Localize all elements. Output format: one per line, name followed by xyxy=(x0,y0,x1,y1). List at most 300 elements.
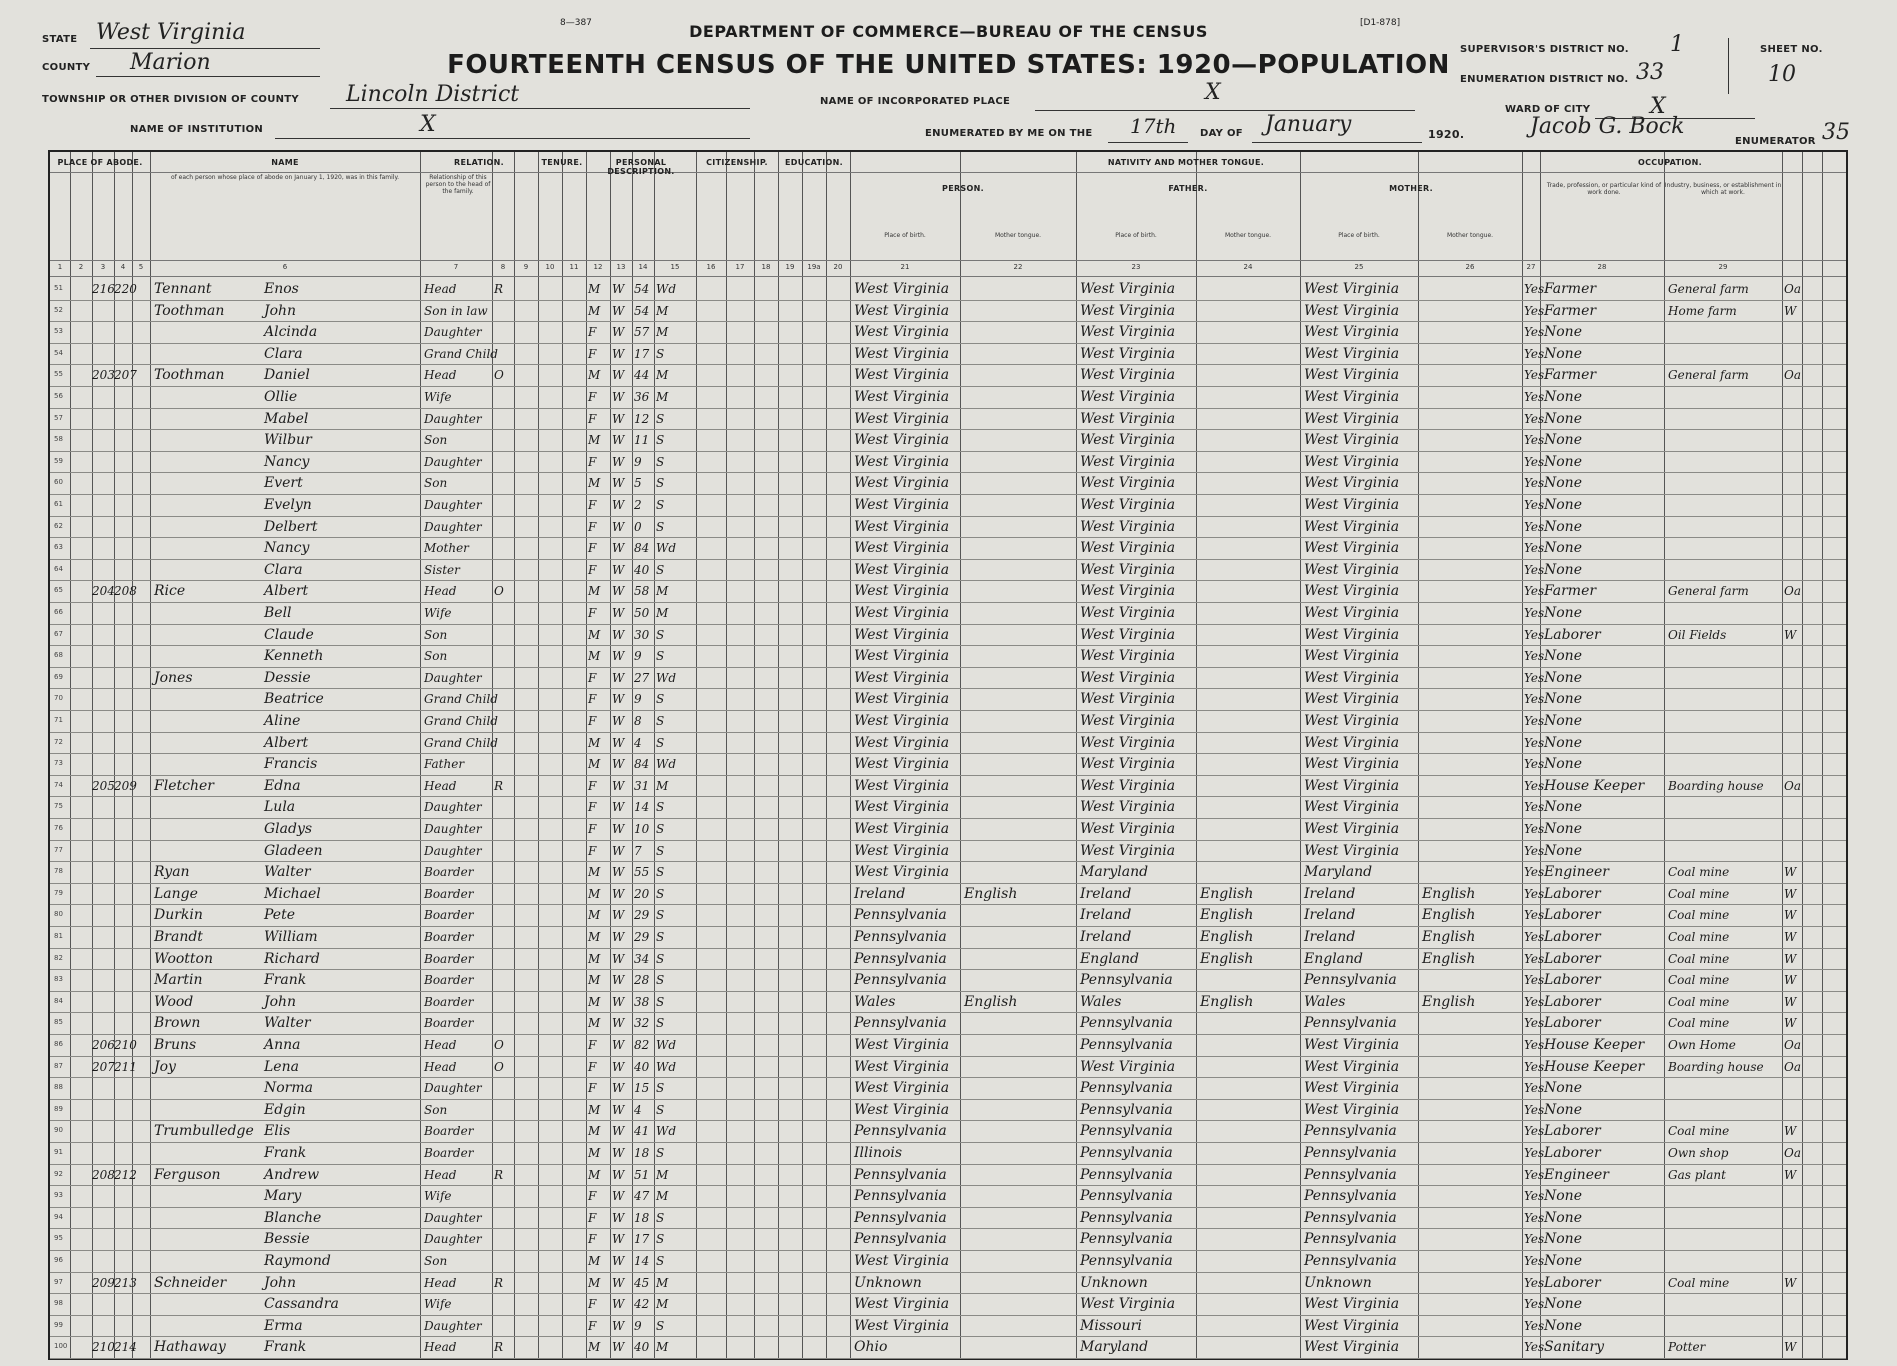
cell-m-birth: Pennsylvania xyxy=(1304,1145,1397,1161)
cell-english: Yes xyxy=(1524,433,1545,448)
cell-m-birth: Ireland xyxy=(1304,929,1356,945)
cell-race: W xyxy=(612,1275,625,1290)
cell-age: 4 xyxy=(634,1102,642,1117)
cell-birth: West Virginia xyxy=(854,713,950,729)
table-row xyxy=(50,364,1846,387)
year: 1920. xyxy=(1428,128,1465,141)
cell-sex: F xyxy=(588,454,597,469)
cell-relation: Grand Child xyxy=(424,714,498,728)
cell-dwelling: 205 xyxy=(92,778,115,793)
cell-trade: None xyxy=(1544,345,1582,362)
cell-birth: West Virginia xyxy=(854,1058,950,1075)
column-number: 6 xyxy=(282,263,288,271)
cell-m-birth: West Virginia xyxy=(1304,626,1400,643)
cell-english: Yes xyxy=(1524,670,1545,685)
cell-age: 9 xyxy=(634,649,642,664)
cell-relation: Head xyxy=(424,1167,457,1182)
cell-age: 32 xyxy=(634,1016,650,1031)
cell-sex: F xyxy=(588,1210,597,1225)
cell-english: Yes xyxy=(1524,778,1545,793)
cell-sex: M xyxy=(588,1124,601,1139)
cell-trade: House Keeper xyxy=(1544,1058,1645,1075)
line-number: 61 xyxy=(54,500,63,508)
cell-m-birth: Pennsylvania xyxy=(1304,1166,1397,1183)
cell-english: Yes xyxy=(1524,930,1545,944)
cell-sex: M xyxy=(588,973,601,988)
cell-age: 11 xyxy=(634,433,650,448)
cell-birth: West Virginia xyxy=(854,842,950,859)
cell-english: Yes xyxy=(1524,843,1545,858)
table-row xyxy=(50,904,1846,927)
column-number: 14 xyxy=(638,263,648,271)
cell-trade: None xyxy=(1544,1231,1582,1248)
cell-m-birth: West Virginia xyxy=(1304,367,1400,384)
cell-sex: M xyxy=(588,757,601,772)
cell-relation: Head xyxy=(424,1038,457,1052)
cell-f-tongue: English xyxy=(1200,907,1254,924)
cell-sex: F xyxy=(588,498,597,512)
table-row xyxy=(50,559,1846,582)
cell-birth: Pennsylvania xyxy=(854,1209,947,1226)
institution-label: NAME OF INSTITUTION xyxy=(130,124,264,135)
cell-marital: S xyxy=(656,1254,665,1268)
cell-f-birth: West Virginia xyxy=(1080,842,1176,859)
table-row xyxy=(50,1207,1846,1230)
cell-birth: West Virginia xyxy=(854,1296,950,1313)
cell-marital: S xyxy=(656,1232,665,1247)
cell-f-birth: West Virginia xyxy=(1080,497,1176,513)
cell-f-birth: West Virginia xyxy=(1080,1296,1176,1313)
cell-race: W xyxy=(612,1102,625,1117)
table-row xyxy=(50,1164,1846,1187)
cell-surname: Ferguson xyxy=(154,1166,221,1183)
cell-birth: Pennsylvania xyxy=(854,1015,947,1032)
cell-race: W xyxy=(612,735,625,750)
cell-trade: None xyxy=(1544,475,1582,492)
cell-race: W xyxy=(612,670,625,685)
cell-english: Yes xyxy=(1524,908,1545,923)
line-number: 67 xyxy=(54,629,63,638)
column-number: 19a xyxy=(807,263,821,271)
cell-relation: Daughter xyxy=(424,1232,482,1247)
cell-age: 40 xyxy=(634,1059,650,1074)
cell-class: Oa xyxy=(1784,368,1801,383)
cell-marital: Wd xyxy=(656,282,677,296)
cell-english: Yes xyxy=(1524,1167,1545,1182)
cell-birth: West Virginia xyxy=(854,1037,950,1053)
cell-m-birth: West Virginia xyxy=(1304,453,1400,470)
cell-trade: Engineer xyxy=(1544,864,1609,881)
cell-birth: West Virginia xyxy=(854,648,950,665)
cell-age: 31 xyxy=(634,778,650,793)
cell-marital: Wd xyxy=(656,1038,677,1052)
cell-birth: Pennsylvania xyxy=(854,1166,947,1183)
cell-race: W xyxy=(612,325,625,340)
cell-marital: S xyxy=(656,1210,665,1225)
cell-class: Oa xyxy=(1784,1146,1801,1160)
cell-trade: None xyxy=(1544,497,1582,513)
cell-sex: M xyxy=(588,994,601,1009)
cell-f-birth: Missouri xyxy=(1080,1317,1142,1334)
cell-m-birth: West Virginia xyxy=(1304,605,1400,621)
cell-trade: Laborer xyxy=(1544,993,1601,1010)
cell-sex: M xyxy=(588,1016,601,1031)
column-number: 7 xyxy=(453,263,459,271)
table-row xyxy=(50,1185,1846,1208)
cell-f-tongue: English xyxy=(1200,950,1254,967)
line-number: 54 xyxy=(54,348,63,357)
cell-race: W xyxy=(612,519,625,534)
cell-sex: M xyxy=(588,1340,601,1355)
cell-m-birth: West Virginia xyxy=(1304,345,1400,362)
cell-f-birth: West Virginia xyxy=(1080,583,1176,600)
column-number: 1 xyxy=(57,263,63,271)
cell-age: 15 xyxy=(634,1081,650,1096)
cell-m-birth: West Virginia xyxy=(1304,281,1400,297)
cell-f-birth: West Virginia xyxy=(1080,821,1176,837)
cell-trade: None xyxy=(1544,1080,1582,1097)
cell-marital: S xyxy=(656,865,665,880)
column-number: 11 xyxy=(569,263,579,271)
cell-relation: Father xyxy=(424,757,465,772)
cell-birth: West Virginia xyxy=(854,1080,950,1097)
cell-marital: S xyxy=(656,649,665,664)
cell-marital: S xyxy=(656,994,665,1009)
cell-birth: Pennsylvania xyxy=(854,972,947,989)
table-row xyxy=(50,537,1846,560)
column-number: 28 xyxy=(1597,263,1607,271)
cell-marital: S xyxy=(656,562,665,577)
cell-family: 220 xyxy=(114,282,137,296)
cell-trade: Engineer xyxy=(1544,1166,1609,1183)
cell-given: Frank xyxy=(264,972,307,989)
line-number: 56 xyxy=(54,392,63,400)
cell-english: Yes xyxy=(1524,282,1545,296)
cell-f-birth: West Virginia xyxy=(1080,410,1176,427)
cell-f-birth: West Virginia xyxy=(1080,626,1176,643)
cell-race: W xyxy=(612,1038,625,1052)
cell-given: Clara xyxy=(264,345,303,362)
cell-english: Yes xyxy=(1524,606,1545,620)
cell-race: W xyxy=(612,1059,625,1074)
table-row xyxy=(50,840,1846,863)
line-number: 79 xyxy=(54,888,63,897)
cell-m-birth: West Virginia xyxy=(1304,669,1400,686)
cell-m-birth: West Virginia xyxy=(1304,389,1400,405)
cell-relation: Boarder xyxy=(424,908,474,923)
cell-birth: Ohio xyxy=(854,1339,888,1356)
cell-birth: West Virginia xyxy=(854,345,950,362)
cell-sex: F xyxy=(588,1189,597,1204)
cell-f-birth: West Virginia xyxy=(1080,540,1176,557)
cell-marital: M xyxy=(656,1340,669,1355)
county-label: COUNTY xyxy=(42,62,91,73)
cell-trade: Laborer xyxy=(1544,1123,1601,1140)
cell-marital: S xyxy=(656,411,665,426)
cell-trade: Laborer xyxy=(1544,1015,1601,1032)
cell-class: Oa xyxy=(1784,1038,1801,1052)
cell-m-birth: West Virginia xyxy=(1304,799,1400,816)
cell-english: Yes xyxy=(1524,1297,1545,1312)
name-column-description: of each person whose place of abode on January 1, 1920, was in this family. xyxy=(170,174,400,181)
table-row xyxy=(50,602,1846,625)
group-education: EDUCATION. xyxy=(784,158,843,167)
cell-relation: Head xyxy=(424,282,457,296)
cell-industry: Coal mine xyxy=(1668,994,1730,1009)
cell-trade: None xyxy=(1544,799,1582,816)
line-number: 52 xyxy=(54,305,63,314)
cell-sex: F xyxy=(588,606,597,620)
cell-f-birth: Ireland xyxy=(1080,929,1132,945)
line-number: 87 xyxy=(54,1061,63,1070)
line-number: 86 xyxy=(54,1040,63,1048)
cell-relation: Daughter xyxy=(424,454,482,469)
cell-f-birth: West Virginia xyxy=(1080,367,1176,384)
cell-english: Yes xyxy=(1524,411,1545,426)
cell-race: W xyxy=(612,346,625,361)
cell-relation: Boarder xyxy=(424,886,474,901)
cell-given: Daniel xyxy=(264,367,310,384)
father-tongue-header: Mother tongue. xyxy=(1224,232,1272,239)
cell-birth: West Virginia xyxy=(854,281,950,297)
cell-f-birth: Ireland xyxy=(1080,907,1132,924)
cell-trade: Laborer xyxy=(1544,929,1601,945)
cell-family: 209 xyxy=(114,778,137,793)
cell-given: Edgin xyxy=(264,1101,306,1118)
cell-industry: Boarding house xyxy=(1668,778,1764,793)
cell-age: 30 xyxy=(634,627,650,642)
cell-birth: West Virginia xyxy=(854,367,950,384)
cell-m-birth: West Virginia xyxy=(1304,691,1400,708)
cell-relation: Head xyxy=(424,1275,457,1290)
group-occupation: OCCUPATION. xyxy=(1637,158,1702,167)
cell-f-birth: West Virginia xyxy=(1080,281,1176,297)
cell-marital: M xyxy=(656,1297,669,1312)
cell-relation: Daughter xyxy=(424,411,482,426)
cell-marital: S xyxy=(656,692,665,707)
cell-trade: Farmer xyxy=(1544,583,1597,600)
township-value: Lincoln District xyxy=(346,82,520,107)
cell-surname: Joy xyxy=(154,1058,176,1075)
cell-english: Yes xyxy=(1524,1275,1545,1290)
cell-age: 4 xyxy=(634,735,642,750)
cell-class: W xyxy=(1784,1275,1797,1290)
table-row xyxy=(50,775,1846,798)
cell-m-birth: West Virginia xyxy=(1304,1058,1400,1075)
cell-sex: M xyxy=(588,433,601,448)
person-tongue-header: Mother tongue. xyxy=(994,232,1042,239)
line-number: 71 xyxy=(54,716,63,724)
cell-age: 55 xyxy=(634,865,650,880)
supervisor-label: SUPERVISOR'S DISTRICT NO. xyxy=(1460,44,1629,55)
cell-industry: Coal mine xyxy=(1668,886,1730,901)
cell-class: W xyxy=(1784,1167,1797,1182)
column-number: 18 xyxy=(761,263,771,271)
cell-f-birth: West Virginia xyxy=(1080,734,1176,751)
column-number: 24 xyxy=(1243,263,1253,271)
cell-family: 214 xyxy=(114,1340,137,1355)
cell-relation: Boarder xyxy=(424,973,474,988)
column-number: 26 xyxy=(1465,263,1475,271)
cell-age: 29 xyxy=(634,930,650,944)
cell-industry: Coal mine xyxy=(1668,865,1730,880)
cell-marital: Wd xyxy=(656,670,677,685)
cell-given: Francis xyxy=(264,756,318,773)
cell-surname: Toothman xyxy=(154,367,225,384)
cell-race: W xyxy=(612,822,625,836)
cell-relation: Head xyxy=(424,368,457,383)
line-number: 83 xyxy=(54,975,63,984)
table-row xyxy=(50,1099,1846,1122)
table-row xyxy=(50,1336,1846,1359)
cell-m-birth: West Virginia xyxy=(1304,475,1400,492)
cell-given: Claude xyxy=(264,626,314,643)
table-row xyxy=(50,1077,1846,1100)
cell-birth: West Virginia xyxy=(854,324,950,341)
cell-race: W xyxy=(612,282,625,296)
cell-trade: None xyxy=(1544,1253,1582,1269)
cell-birth: West Virginia xyxy=(854,626,950,643)
cell-sex: M xyxy=(588,303,601,318)
cell-age: 12 xyxy=(634,411,650,426)
cell-marital: S xyxy=(656,346,665,361)
cell-surname: Wood xyxy=(154,993,194,1010)
cell-f-birth: West Virginia xyxy=(1080,713,1176,729)
cell-relation: Head xyxy=(424,584,457,599)
table-row xyxy=(50,926,1846,949)
table-row xyxy=(50,386,1846,409)
cell-birth: West Virginia xyxy=(854,756,950,773)
cell-marital: M xyxy=(656,584,669,599)
cell-given: Alcinda xyxy=(264,324,318,341)
cell-age: 54 xyxy=(634,282,650,296)
table-row xyxy=(50,321,1846,344)
cell-m-tongue: English xyxy=(1422,885,1476,902)
cell-race: W xyxy=(612,843,625,858)
cell-tenure: R xyxy=(494,282,504,296)
sheet-label: SHEET NO. xyxy=(1760,44,1823,55)
cell-given: Edna xyxy=(264,777,301,794)
line-number: 53 xyxy=(54,327,63,336)
cell-surname: Brandt xyxy=(154,929,203,945)
cell-trade: None xyxy=(1544,842,1582,859)
cell-f-birth: West Virginia xyxy=(1080,777,1176,794)
cell-f-tongue: English xyxy=(1200,929,1254,945)
cell-relation: Son xyxy=(424,476,448,491)
cell-m-birth: Ireland xyxy=(1304,907,1356,924)
day-value: 17th xyxy=(1130,114,1177,138)
line-number: 97 xyxy=(54,1277,63,1286)
cell-age: 42 xyxy=(634,1297,650,1312)
column-number: 23 xyxy=(1131,263,1141,271)
cell-class: Oa xyxy=(1784,282,1801,296)
cell-sex: M xyxy=(588,886,601,901)
cell-relation: Daughter xyxy=(424,843,482,858)
cell-english: Yes xyxy=(1524,1081,1545,1096)
cell-sex: M xyxy=(588,735,601,750)
cell-given: Evert xyxy=(264,475,303,492)
cell-english: Yes xyxy=(1524,1102,1545,1117)
cell-tenure: O xyxy=(494,584,504,599)
cell-age: 18 xyxy=(634,1146,650,1160)
institution-value: X xyxy=(420,112,436,137)
cell-english: Yes xyxy=(1524,541,1545,556)
cell-f-birth: Pennsylvania xyxy=(1080,972,1173,989)
table-row xyxy=(50,429,1846,452)
cell-age: 0 xyxy=(634,519,642,534)
cell-tenure: O xyxy=(494,1038,504,1052)
group-mother: MOTHER. xyxy=(1389,184,1433,193)
cell-birth: West Virginia xyxy=(854,540,950,557)
group-nativity: NATIVITY AND MOTHER TONGUE. xyxy=(1107,158,1265,167)
cell-age: 51 xyxy=(634,1167,650,1182)
cell-class: W xyxy=(1784,1340,1797,1355)
line-number: 69 xyxy=(54,672,63,681)
cell-m-tongue: English xyxy=(1422,907,1476,924)
table-row xyxy=(50,818,1846,841)
cell-industry: Coal mine xyxy=(1668,1016,1730,1031)
cell-marital: S xyxy=(656,908,665,923)
cell-race: W xyxy=(612,1340,625,1355)
cell-given: Aline xyxy=(264,713,301,729)
line-number: 88 xyxy=(54,1083,63,1092)
column-number: 9 xyxy=(523,263,529,271)
table-row xyxy=(50,948,1846,971)
cell-f-birth: Pennsylvania xyxy=(1080,1253,1173,1269)
cell-age: 14 xyxy=(634,800,650,815)
cell-f-birth: Pennsylvania xyxy=(1080,1188,1173,1205)
cell-race: W xyxy=(612,1254,625,1268)
cell-trade: None xyxy=(1544,410,1582,427)
cell-sex: F xyxy=(588,843,597,858)
column-number: 20 xyxy=(833,263,843,271)
cell-given: Anna xyxy=(264,1037,301,1053)
table-row xyxy=(50,1142,1846,1165)
cell-m-birth: Pennsylvania xyxy=(1304,1015,1397,1032)
table-row xyxy=(50,1056,1846,1079)
form-code: [D1-878] xyxy=(1360,18,1401,28)
cell-english: Yes xyxy=(1524,454,1545,469)
cell-relation: Boarder xyxy=(424,951,474,966)
table-row xyxy=(50,753,1846,776)
cell-birth: West Virginia xyxy=(854,583,950,600)
line-number: 84 xyxy=(54,996,63,1005)
cell-race: W xyxy=(612,368,625,383)
cell-class: W xyxy=(1784,865,1797,880)
cell-english: Yes xyxy=(1524,1340,1545,1355)
cell-class: W xyxy=(1784,886,1797,901)
enumerated-label: ENUMERATED BY ME ON THE xyxy=(925,128,1093,139)
county-value: Marion xyxy=(130,50,211,75)
cell-industry: Coal mine xyxy=(1668,951,1730,966)
cell-f-birth: West Virginia xyxy=(1080,605,1176,621)
cell-relation: Head xyxy=(424,1059,457,1074)
cell-relation: Sister xyxy=(424,562,460,577)
cell-age: 20 xyxy=(634,886,650,901)
cell-trade: Laborer xyxy=(1544,972,1601,989)
cell-english: Yes xyxy=(1524,865,1545,880)
cell-english: Yes xyxy=(1524,994,1545,1009)
cell-trade: None xyxy=(1544,605,1582,621)
table-row xyxy=(50,624,1846,647)
cell-trade: Laborer xyxy=(1544,626,1601,643)
cell-given: Frank xyxy=(264,1339,307,1356)
cell-birth: West Virginia xyxy=(854,799,950,816)
line-number: 91 xyxy=(54,1148,63,1156)
cell-m-birth: West Virginia xyxy=(1304,497,1400,513)
line-number: 64 xyxy=(54,564,63,573)
cell-sex: F xyxy=(588,822,597,836)
